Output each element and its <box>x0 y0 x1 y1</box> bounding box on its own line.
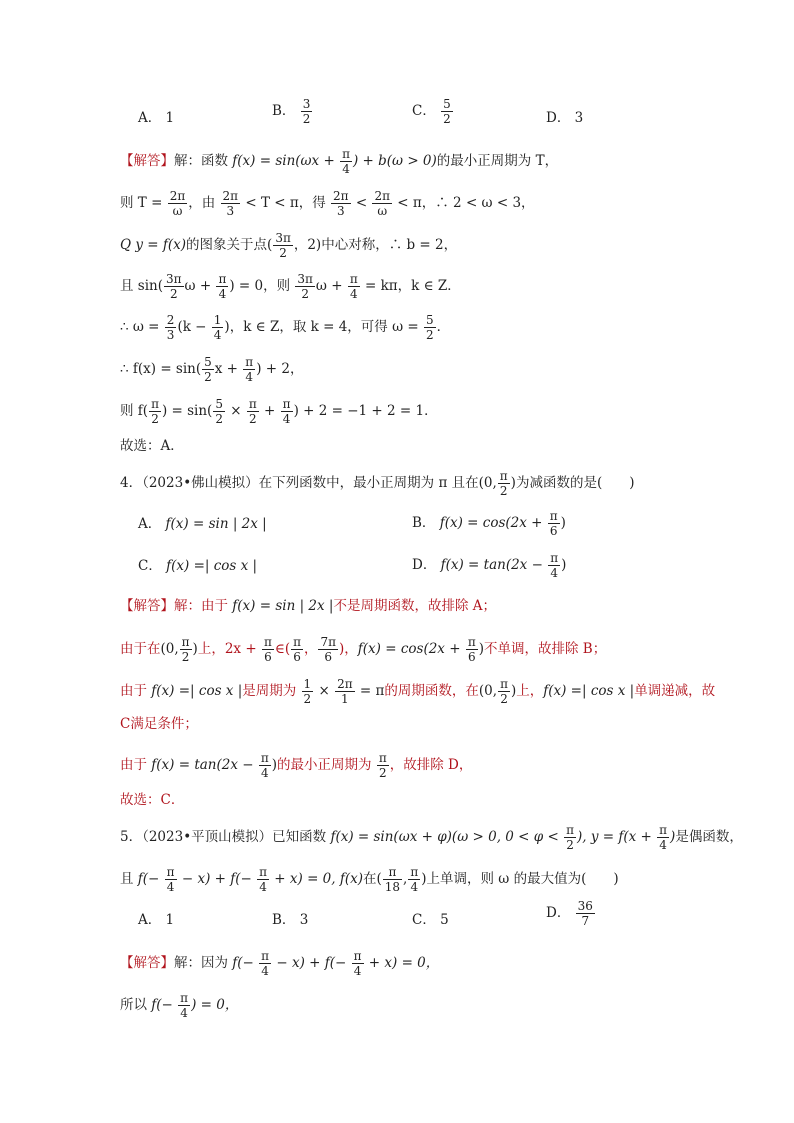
text-segment: 单调递减，故 <box>634 683 716 699</box>
text-segment: f(x) = sin(ωx + φ)(ω > 0, 0 < φ < <box>330 829 564 845</box>
fraction <box>178 992 190 1019</box>
q4-option-b[interactable] <box>412 510 566 537</box>
q3-solution-line-2 <box>120 190 535 217</box>
text-segment: A． <box>138 110 162 126</box>
text-segment: f(x) =| cos x | <box>166 558 258 574</box>
text-segment: D． <box>546 905 571 921</box>
text-segment: 2 <box>249 412 257 426</box>
text-segment: × <box>314 683 335 699</box>
q4-option-d[interactable] <box>412 552 566 579</box>
fraction <box>377 752 389 779</box>
fraction <box>301 98 313 125</box>
text-segment: 2 <box>166 313 175 327</box>
text-segment: 2 <box>443 112 451 126</box>
text-segment: 【解答】 <box>120 598 174 614</box>
text-segment: 2 <box>169 287 178 301</box>
text-segment: ω <box>172 204 183 218</box>
text-segment: 2 <box>499 484 508 498</box>
text-segment: 1 <box>165 912 175 928</box>
text-segment: + x) = 0, f(x) <box>270 871 363 887</box>
q4-solution-line-3 <box>120 678 715 705</box>
fraction <box>295 273 315 300</box>
text-segment: ) <box>561 557 567 573</box>
text-segment: D． <box>412 557 437 573</box>
text-segment: 的最小正周期为 T， <box>436 153 559 169</box>
fraction <box>424 314 436 341</box>
fraction <box>548 510 560 537</box>
text-segment: 3π <box>297 272 313 286</box>
q5-option-c[interactable] <box>412 908 449 928</box>
text-segment: ) = 0， <box>191 997 239 1013</box>
q5-option-d[interactable] <box>546 900 596 927</box>
text-segment: = kπ，k ∈ Z． <box>360 278 461 294</box>
q3-solution-line-7 <box>120 398 438 425</box>
text-segment: 6 <box>264 650 272 664</box>
fraction <box>291 636 303 663</box>
text-segment: 上单调，则 ω 的最大值为( ) <box>426 871 619 887</box>
q3-solution-line-6 <box>120 356 303 383</box>
text-segment: 5．（2023•平顶山模拟）已知函数 <box>120 829 331 845</box>
text-segment: 由于 <box>120 683 152 699</box>
text-segment: 4 <box>342 162 350 176</box>
text-segment: π <box>383 866 402 880</box>
text-segment: 2π <box>222 189 239 203</box>
text-segment: (0, <box>160 641 179 657</box>
fraction <box>576 900 595 927</box>
text-segment: 由于 <box>201 598 233 614</box>
text-segment: 2 <box>303 692 312 706</box>
text-segment: 4 <box>349 287 358 301</box>
text-segment: 4 <box>180 1006 188 1020</box>
text-segment: 由于在 <box>120 641 161 657</box>
text-segment: π <box>166 865 175 879</box>
text-segment: 5 <box>204 355 212 369</box>
q4-solution-line-1 <box>120 596 496 616</box>
text-segment: π <box>248 397 257 411</box>
text-segment: , <box>403 871 408 887</box>
text-segment: 5 <box>215 397 223 411</box>
text-segment: 6 <box>467 650 476 664</box>
text-segment: 4 <box>259 880 267 894</box>
text-segment: π <box>218 272 227 286</box>
text-segment: 则 T = <box>120 195 167 211</box>
text-segment: 2 <box>204 370 212 384</box>
text-segment: 解： <box>174 598 201 614</box>
text-segment: f(x) =| cos x | <box>151 683 243 699</box>
text-segment: A． <box>138 516 162 532</box>
text-segment: + <box>259 403 280 419</box>
fraction <box>498 678 510 705</box>
q5-stem-line-1 <box>120 824 743 851</box>
text-segment: 3 <box>166 328 175 342</box>
text-segment: π <box>180 991 189 1005</box>
q3-solution-line-3 <box>120 232 457 259</box>
text-segment: 18 <box>384 880 401 894</box>
q5-solution-line-1 <box>120 950 439 977</box>
text-segment: 3 <box>299 912 309 928</box>
text-segment: 且 <box>120 871 138 887</box>
text-segment: 2π <box>333 189 349 203</box>
text-segment: π <box>566 823 574 837</box>
fraction <box>168 190 188 217</box>
fraction <box>202 356 214 383</box>
fraction <box>273 232 293 259</box>
text-segment: x + <box>214 361 243 377</box>
text-segment: 2 <box>302 112 311 126</box>
text-segment: π <box>500 677 508 691</box>
text-segment: π <box>259 865 267 879</box>
text-segment: ． <box>436 319 451 335</box>
text-segment: 4 <box>245 370 254 384</box>
text-segment: π <box>378 751 387 765</box>
text-segment: 2 <box>181 650 190 664</box>
text-segment: 5 <box>425 313 434 327</box>
text-segment: π <box>549 509 558 523</box>
text-segment: ) + 2， <box>256 361 304 377</box>
frac <box>340 148 352 175</box>
text-segment: C． <box>412 103 436 119</box>
text-segment: 不是周期函数，故排除 A； <box>333 598 496 614</box>
text-segment: ) <box>560 515 566 531</box>
q3-solution-line-5 <box>120 314 450 341</box>
text-segment: (0, <box>478 683 498 699</box>
text-segment: π <box>181 635 190 649</box>
text-segment: 2 <box>301 287 309 301</box>
text-segment: 6 <box>293 650 301 664</box>
text-segment: (0, <box>478 475 497 491</box>
text-segment: ω <box>377 204 388 218</box>
text-segment: 3 <box>302 97 311 111</box>
q5-solution-line-2 <box>120 992 238 1019</box>
q3-answer-line <box>120 436 184 456</box>
fraction <box>383 866 402 893</box>
text-segment: 【解答】 <box>120 955 174 971</box>
text-segment: + x) = 0， <box>364 955 440 971</box>
text-segment: 4 <box>353 964 362 978</box>
fraction <box>335 678 355 705</box>
text-segment: 上，2x + <box>197 641 261 657</box>
fraction <box>466 636 478 663</box>
text-segment: B． <box>412 515 436 531</box>
q4-solution-line-2 <box>120 636 606 663</box>
text-segment: 2 <box>215 412 223 426</box>
text-segment: f(x) = sin | 2x | <box>165 516 267 532</box>
text-segment: 故选：C． <box>120 792 185 808</box>
text-segment: = π <box>355 683 385 699</box>
fraction <box>212 314 224 341</box>
text-segment: 4．（2023•佛山模拟）在下列函数中，最小正周期为 π 且在 <box>120 475 479 491</box>
text-segment: 2π <box>169 189 186 203</box>
text-segment: 中心对称，∴ b = 2， <box>321 237 458 253</box>
q4-answer-line <box>120 790 184 810</box>
fraction <box>180 636 192 663</box>
text-segment: A． <box>138 912 162 928</box>
text-segment: 【解答】 <box>120 153 174 169</box>
text-segment: Q y = f(x) <box>120 237 187 253</box>
fraction <box>221 190 241 217</box>
text-segment: ) <box>271 757 278 773</box>
text-segment: 3 <box>574 110 584 126</box>
text-segment: π <box>467 635 476 649</box>
text-segment: π <box>151 397 159 411</box>
text-segment: 2 <box>425 328 434 342</box>
text-segment: 4 <box>282 412 291 426</box>
text-segment: − x) + f(− <box>177 871 257 887</box>
text-segment: ， <box>303 641 318 657</box>
text-segment: π <box>353 949 362 963</box>
text-segment: ) = 0，则 <box>229 278 295 294</box>
text-segment: < T < π，得 <box>241 195 331 211</box>
fraction <box>149 398 161 425</box>
text-segment: C满足条件； <box>120 716 198 732</box>
text-segment: ) <box>510 683 517 699</box>
text-segment: 2 <box>279 246 287 260</box>
text-segment: 3π <box>275 231 291 245</box>
text-segment: C． <box>412 912 436 928</box>
text-segment: 2π <box>374 189 390 203</box>
fraction <box>352 950 364 977</box>
text-segment: 6 <box>549 524 558 538</box>
text-segment: f(− <box>232 955 259 971</box>
text-segment: π <box>659 823 668 837</box>
text-segment: 3 <box>336 204 345 218</box>
text-segment: ) + 2 = −1 + 2 = 1． <box>293 403 438 419</box>
text-segment: ，2) <box>293 237 322 253</box>
text-segment: ) <box>192 641 198 657</box>
fraction <box>498 470 510 497</box>
text-segment: < π，∴ 2 < ω < 3， <box>393 195 535 211</box>
text-segment: 解： <box>174 153 201 169</box>
text-segment: < <box>351 195 372 211</box>
text-segment: D． <box>546 110 571 126</box>
text-segment: × <box>225 403 246 419</box>
text-segment: 1 <box>213 313 222 327</box>
text-segment: f(− <box>151 997 178 1013</box>
text-segment: 则 f( <box>120 403 149 419</box>
text-segment: ) + b(ω > 0) <box>352 153 437 169</box>
text-segment: π <box>260 751 269 765</box>
text-segment: ∴ f(x) = sin( <box>120 361 202 377</box>
text-segment: 的周期函数，在 <box>384 683 479 699</box>
text-segment: 为减函数的是( ) <box>515 475 635 491</box>
text-segment: ), y = f(x + <box>577 829 657 845</box>
text-segment: 4 <box>659 838 667 852</box>
fraction <box>372 190 392 217</box>
fraction <box>548 552 560 579</box>
text-segment: 是偶函数， <box>675 829 743 845</box>
text-segment: f(x) = tan(2x − <box>440 557 548 573</box>
fraction <box>302 678 314 705</box>
fraction <box>216 273 228 300</box>
text-segment: 4 <box>261 964 269 978</box>
text-segment: f(x) = sin | 2x | <box>232 598 334 614</box>
text-segment: )， <box>339 641 358 657</box>
text-segment: 4 <box>261 766 269 780</box>
q5-stem-line-2 <box>120 866 619 893</box>
text-segment: ∈( <box>274 641 291 657</box>
q5-option-b[interactable] <box>272 908 308 928</box>
text-segment: 6 <box>324 650 333 664</box>
text-segment: 3π <box>166 272 182 286</box>
text-segment: 由于 <box>120 757 152 773</box>
text-segment: π <box>499 469 508 483</box>
text-segment: 2π <box>337 677 353 691</box>
text-segment: 在 <box>362 871 377 887</box>
text-segment: π <box>282 397 291 411</box>
text-segment: 解： <box>174 955 201 971</box>
text-segment: 4 <box>410 880 419 894</box>
fraction <box>281 398 293 425</box>
fraction <box>165 314 177 341</box>
q3-solution-line-1 <box>120 148 558 175</box>
text-segment: − x) + f(− <box>272 955 351 971</box>
text-segment: 4 <box>218 287 227 301</box>
text-segment: 故选：A． <box>120 438 184 454</box>
q3-option-d[interactable] <box>546 106 583 126</box>
q5-option-a[interactable] <box>138 908 174 928</box>
fraction <box>257 866 269 893</box>
fraction <box>213 398 225 425</box>
text-segment: f(− <box>137 871 164 887</box>
text-segment: π <box>245 355 254 369</box>
text-segment: ) <box>421 871 427 887</box>
text-segment: 的最小正周期为 <box>277 757 376 773</box>
q4-solution-line-4 <box>120 714 198 734</box>
fraction <box>262 636 274 663</box>
text-segment: 4 <box>166 880 175 894</box>
text-segment: 2 <box>151 412 159 426</box>
text-segment: f(x) = cos(2x + <box>439 515 547 531</box>
text-segment: ，故排除 D， <box>389 757 473 773</box>
text-segment: ) <box>510 475 516 491</box>
text-segment: 7π <box>320 635 337 649</box>
text-segment: 36 <box>577 899 593 913</box>
text-segment: 且 sin( <box>120 278 163 294</box>
q4-stem <box>120 470 635 497</box>
text-segment: π <box>349 272 358 286</box>
fraction <box>564 824 576 851</box>
text-segment: π <box>293 635 301 649</box>
text-segment: 3 <box>226 204 235 218</box>
text-segment: ( <box>267 237 273 253</box>
text-segment: ，由 <box>188 195 220 211</box>
fraction <box>259 752 271 779</box>
text-segment: 的图象关于点 <box>186 237 268 253</box>
text-segment: ∴ ω = <box>120 319 164 335</box>
text-segment: f(x) = sin(ωx + <box>232 153 340 169</box>
fraction <box>243 356 255 383</box>
text-segment: ω + <box>184 278 216 294</box>
text-segment: 函数 <box>201 153 233 169</box>
text-segment: B． <box>272 103 296 119</box>
text-segment: )，k ∈ Z，取 k = 4，可得 ω = <box>224 319 423 335</box>
q4-solution-line-5 <box>120 752 472 779</box>
fraction <box>348 273 360 300</box>
text-segment: f(x) = cos(2x + <box>357 641 465 657</box>
q3-solution-line-4 <box>120 273 461 300</box>
text-segment: 上， <box>516 683 544 699</box>
text-segment: 因为 <box>201 955 233 971</box>
text-segment: ) <box>478 641 484 657</box>
text-segment: 7 <box>581 914 590 928</box>
q4-option-a[interactable] <box>138 512 267 532</box>
q3-option-b[interactable] <box>272 98 313 125</box>
fraction <box>657 824 669 851</box>
text-segment: 2 <box>500 692 508 706</box>
text-segment: 4 <box>213 328 222 342</box>
text-segment: 1 <box>303 677 312 691</box>
text-segment: ) <box>670 829 676 845</box>
text-segment: 2 <box>378 766 387 780</box>
text-segment: π <box>263 635 272 649</box>
text-segment: π <box>550 551 559 565</box>
fraction <box>164 273 184 300</box>
fraction <box>165 866 177 893</box>
text-segment: π <box>342 147 350 161</box>
fraction <box>318 636 338 663</box>
text-segment: C． <box>138 558 162 574</box>
fraction <box>441 98 453 125</box>
text-segment: 1 <box>165 110 175 126</box>
q3-option-a[interactable] <box>138 106 174 126</box>
text-segment: 1 <box>341 692 349 706</box>
text-segment: 2 <box>566 838 574 852</box>
fraction <box>259 950 271 977</box>
text-segment: ) = sin( <box>161 403 213 419</box>
text-segment: 是周期为 <box>242 683 301 699</box>
text-segment: 4 <box>550 566 558 580</box>
fraction <box>247 398 259 425</box>
text-segment: f(x) =| cos x | <box>543 683 635 699</box>
text-segment: B． <box>272 912 296 928</box>
text-segment: f(x) = tan(2x − <box>151 757 258 773</box>
text-segment: ( <box>376 871 382 887</box>
fraction <box>408 866 420 893</box>
text-segment: π <box>410 865 419 879</box>
text-segment: 5 <box>443 97 451 111</box>
q4-option-c[interactable] <box>138 554 257 574</box>
fraction <box>331 190 351 217</box>
text-segment: ω + <box>315 278 347 294</box>
text-segment: 5 <box>440 912 449 928</box>
text-segment: (k − <box>177 319 211 335</box>
text-segment: 不单调，故排除 B； <box>484 641 607 657</box>
text-segment: 所以 <box>120 997 152 1013</box>
text-segment: π <box>261 949 270 963</box>
q3-option-c[interactable] <box>412 98 454 125</box>
